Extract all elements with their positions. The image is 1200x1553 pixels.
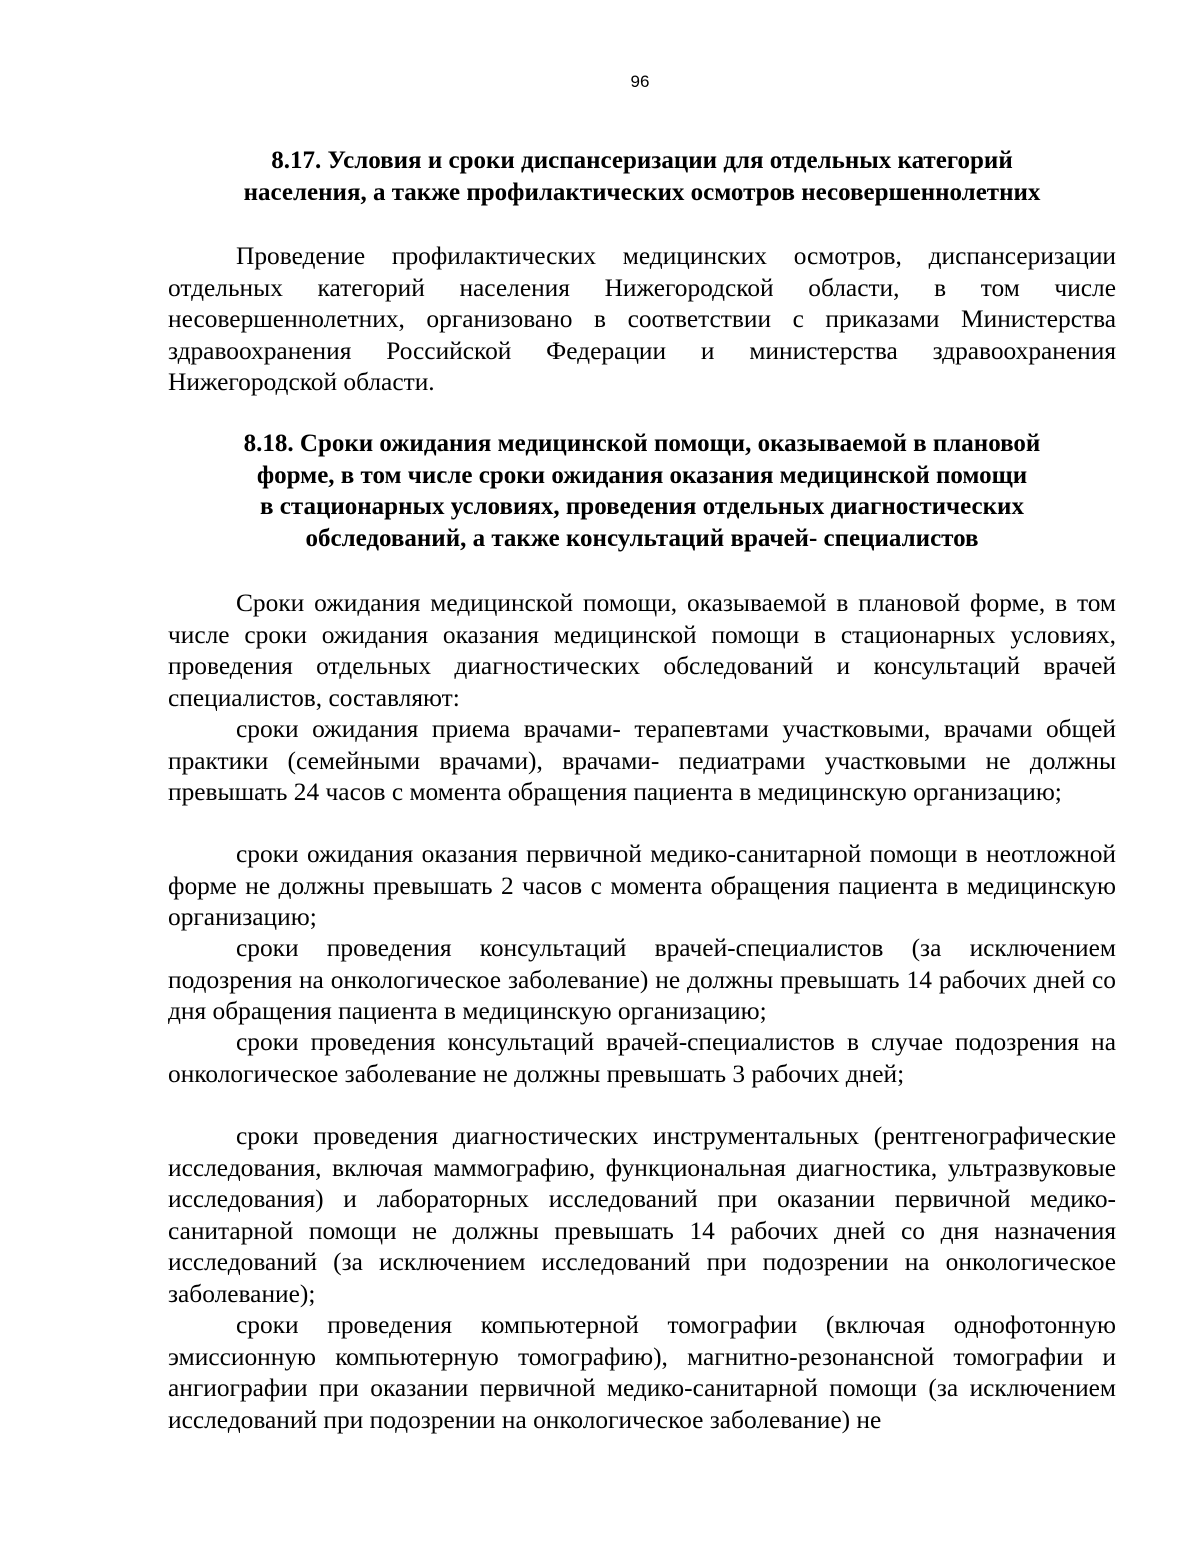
term-item-paragraph: сроки ожидания оказания первичной медико-санитарной помощи в неотложной форме не должны превышать 2 часов с момента обращения пациента в медицинскую организацию; [168,840,1116,932]
term-item-paragraph: сроки ожидания приема врачами- терапевтами участковыми, врачами общей практики (семейными врачами), врачами- педиатрами участковыми не должны превышать 24 часов с момента обращения пациента в медицинскую организацию; [168,715,1116,807]
heading-line: 8.17. Условия и сроки диспансеризации для отдельных категорий [271,147,1013,174]
page-number: 96 [630,72,650,91]
section-heading-8-17 [168,145,1116,208]
section-8-17-paragraph: Проведение профилактических медицинских осмотров, диспансеризации отдельных категорий населения Нижегородской области, в том числе несовершеннолетних, организовано в соответствии с приказами Министерства здравоохранения Российской Федерации и министерства здравоохранения Нижегородской области. [168,242,1116,397]
heading-line: населения, а также профилактических осмотров несовершеннолетних [243,178,1041,206]
term-item-paragraph: сроки проведения консультаций врачей-специалистов (за исключением подозрения на онкологическое заболевание) не должны превышать 14 рабочих дней со дня обращения пациента в медицинскую организацию; [168,934,1116,1026]
section-heading-8-18 [168,428,1116,554]
term-item-paragraph: сроки проведения компьютерной томографии (включая однофотонную эмиссионную компьютерную томографию), магнитно-резонансной томографии и ангиографии при оказании первичной медико-санитарной помощи (за исключением исследований при подозрении на онкологическое заболевание) не [168,1311,1116,1434]
heading-line: форме, в том числе сроки ожидания оказания медицинской помощи [256,461,1028,489]
section-8-18-intro-paragraph: Сроки ожидания медицинской помощи, оказываемой в плановой форме, в том числе сроки ожидания оказания медицинской помощи в стационарных условиях, проведения отдельных диагностических обследований и консультаций врачей специалистов, составляют: [168,589,1116,712]
heading-line: 8.18. Сроки ожидания медицинской помощи, оказываемой в плановой [243,430,1041,457]
term-item-paragraph: сроки проведения диагностических инструментальных (рентгенографические исследования, включая маммографию, функциональная диагностика, ультразвуковые исследования) и лабораторных исследований при оказании первичной медико-санитарной помощи не должны превышать 14 рабочих дней со дня назначения исследований (за исключением исследований при подозрении на онкологическое заболевание); [168,1122,1116,1308]
term-item-paragraph: сроки проведения консультаций врачей-специалистов в случае подозрения на онкологическое заболевание не должны превышать 3 рабочих дней; [168,1028,1116,1088]
heading-line: обследований, а также консультаций врачей- специалистов [305,524,979,552]
heading-line: в стационарных условиях, проведения отдельных диагностических [260,493,1024,520]
